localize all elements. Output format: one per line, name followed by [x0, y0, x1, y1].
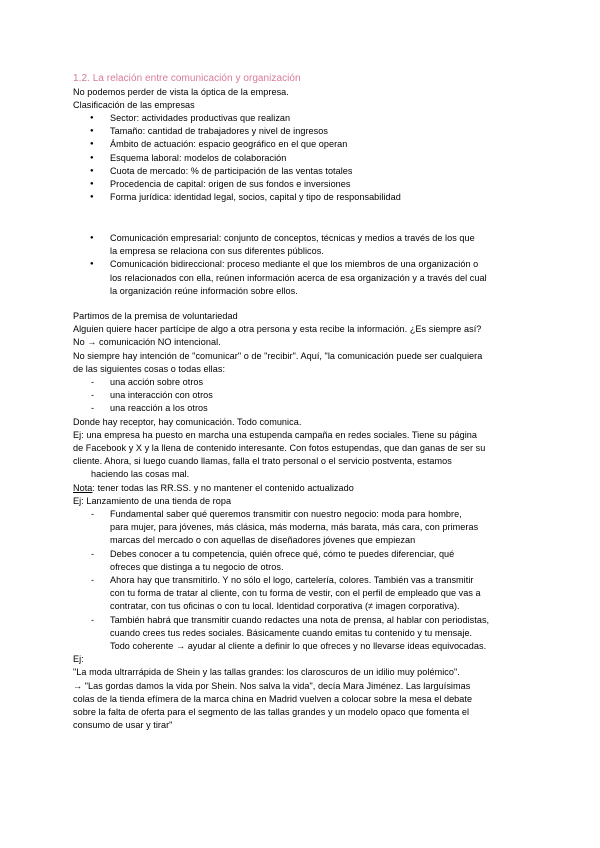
- text-line: ● Comunicación empresarial: conjunto de conceptos, técnicas y medios a través de los que: [110, 233, 475, 243]
- premise-block: [73, 310, 543, 733]
- list-item: [73, 614, 543, 654]
- note-line: [73, 482, 543, 495]
- list-item: - una acción sobre otros: [73, 376, 543, 389]
- list-item: [73, 508, 543, 548]
- text-line: haciendo las cosas mal.: [91, 469, 190, 480]
- quote-line: → "Las gordas damos la vida por Shein. Nos salva la vida", decía Mara Jiménez. Las larguísimas: [73, 680, 471, 691]
- intro-line: No podemos perder de vista la óptica de la empresa.: [73, 87, 289, 97]
- section-heading: 1.2. La relación entre comunicación y organización: [73, 73, 301, 84]
- classification-title: Clasificación de las empresas: [73, 100, 195, 111]
- example-title: Ej: Lanzamiento de una tienda de ropa: [73, 495, 232, 506]
- intro-block: [73, 86, 543, 112]
- communication-list: [73, 232, 543, 298]
- text-line: de las siguientes cosas o todas ellas:: [73, 363, 226, 374]
- launch-list: [73, 508, 543, 653]
- text-line: los relacionados con ella, reúnen información acerca de esa organización y a través del cual: [110, 272, 487, 283]
- options-list: [73, 376, 543, 416]
- text-line: cliente. Ahora, si luego cuando llamas, falla el trato personal o el servicio postventa, estamos: [73, 456, 452, 467]
- text-line: de Facebook y X y la llena de contenido interesante. Con fotos estupendas, que dan ganas de ser su: [73, 443, 486, 454]
- list-item: ● Ámbito de actuación: espacio geográfico en el que operan: [73, 138, 543, 151]
- text-line: No → comunicación NO intencional.: [73, 337, 221, 348]
- note-label: Nota: [73, 482, 93, 493]
- classification-list: [73, 112, 543, 204]
- text-line: - Fundamental saber qué queremos transmitir con nuestro negocio: moda para hombre,: [110, 509, 462, 520]
- list-item: ● Cuota de mercado: % de participación de las ventas totales: [73, 165, 543, 178]
- text-line: la empresa se relaciona con sus diferentes públicos.: [110, 246, 324, 257]
- list-item: - una reacción a los otros: [73, 402, 543, 415]
- list-item: ● Esquema laboral: modelos de colaboración: [73, 152, 543, 165]
- list-item: ● Tamaño: cantidad de trabajadores y nivel de ingresos: [73, 125, 543, 138]
- list-item: [73, 548, 543, 574]
- text-line: para mujer, para jóvenes, más clásica, más moderna, más barata, más cara, con primeras: [110, 522, 479, 533]
- premise-title: Partimos de la premisa de voluntariedad: [73, 311, 238, 321]
- text-line: - Debes conocer a tu competencia, quién ofrece qué, cómo te puedes diferenciar, qué: [110, 548, 455, 559]
- text-line: ● Comunicación bidireccional: proceso mediante el que los miembros de una organización o: [110, 259, 479, 270]
- text-line: cuando crees tus redes sociales. Básicamente cuando emitas tu contenido y tu mensaje.: [110, 627, 473, 638]
- text-line: marcas del mercado o con aquellas de diseñadores jóvenes que empiezan: [110, 535, 416, 546]
- text-line: con tu forma de tratar al cliente, con tu forma de vestir, con el perfil de empleado que vas a: [110, 588, 481, 599]
- quote-line: consumo de usar y tirar": [73, 720, 173, 731]
- list-item: [73, 232, 543, 258]
- text-line: No siempre hay intención de "comunicar" o de "recibir". Aquí, "la comunicación puede ser cualquiera: [73, 350, 483, 361]
- note-text: : tener todas las RR.SS. y no mantener el contenido actualizado: [92, 482, 354, 493]
- list-item: ● Forma jurídica: identidad legal, socios, capital y tipo de responsabilidad: [73, 191, 543, 204]
- quote-line: "La moda ultrarrápida de Shein y las tallas grandes: los claroscuros de un idilio muy polémico".: [73, 667, 460, 678]
- text-line: la organización reúne información sobre ellos.: [110, 285, 298, 296]
- communication-list-block: [73, 232, 543, 298]
- text-line: - Ahora hay que transmitirlo. Y no sólo el logo, cartelería, colores. También vas a transmitir: [110, 575, 474, 586]
- example-label: Ej:: [73, 654, 84, 665]
- classification-list-block: [73, 112, 543, 204]
- list-item: [73, 574, 543, 614]
- quote-line: sobre la falta de oferta para el segmento de las tallas grandes y un modelo opaco que fomenta el: [73, 707, 470, 718]
- list-item: [73, 258, 543, 298]
- text-line: ofreces que distinga a tu negocio de otros.: [110, 561, 284, 572]
- text-line: Todo coherente → ayudar al cliente a definir lo que ofreces y no llevarse ideas equivocadas.: [110, 641, 487, 652]
- list-item: - una interacción con otros: [73, 389, 543, 402]
- text-line: contratar, con tus oficinas o con tu local. Identidad corporativa (≠ imagen corporativa).: [110, 601, 460, 612]
- text-line: Donde hay receptor, hay comunicación. Todo comunica.: [73, 416, 302, 427]
- quote-line: colas de la tienda efímera de la marca china en Madrid vuelven a colocar sobre la mesa el debate: [73, 693, 473, 704]
- text-line: - También habrá que transmitir cuando redactes una nota de prensa, al hablar con periodistas,: [110, 614, 490, 625]
- list-item: ● Sector: actividades productivas que realizan: [73, 112, 543, 125]
- text-line: Alguien quiere hacer partícipe de algo a otra persona y esta recibe la información. ¿Es siempre así?: [73, 324, 482, 335]
- list-item: ● Procedencia de capital: origen de sus fondos e inversiones: [73, 178, 543, 191]
- text-line: Ej: una empresa ha puesto en marcha una estupenda campaña en redes sociales. Tiene su página: [73, 429, 477, 440]
